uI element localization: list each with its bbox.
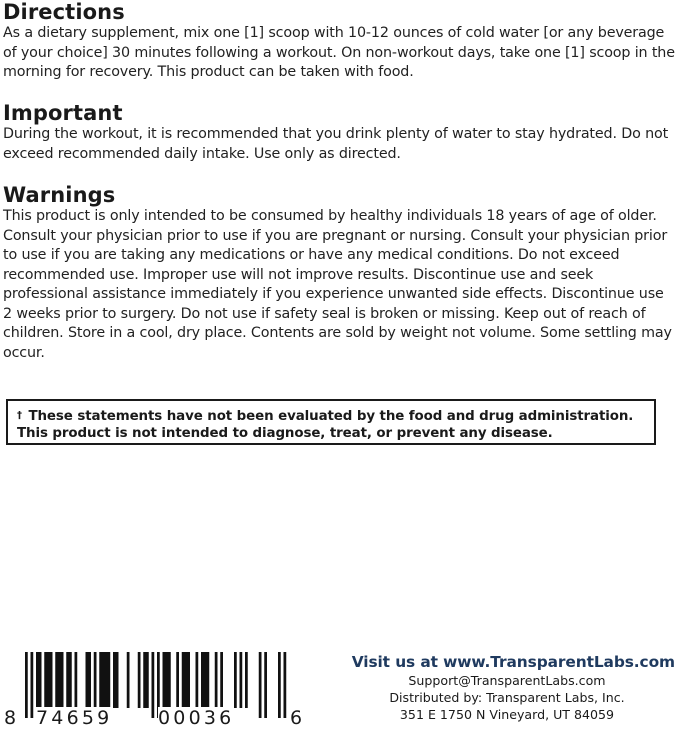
upc-barcode: [4, 652, 310, 730]
barcode-bar: [163, 652, 171, 708]
barcode-bar: [196, 652, 199, 708]
barcode-bar: [99, 652, 110, 708]
important-heading: Important: [3, 101, 123, 125]
barcode-bar: [94, 652, 97, 708]
barcode-bar: [245, 652, 248, 708]
barcode-bar: [86, 652, 92, 708]
website-link[interactable]: Visit us at www.TransparentLabs.com: [351, 653, 675, 671]
disclaimer-line-1: [17, 407, 654, 425]
warnings-section: [3, 184, 675, 363]
directions-section: [3, 1, 675, 83]
disclaimer-line-2: This product is not intended to diagnose, treat, or prevent any disease.: [17, 426, 553, 441]
barcode-bar: [55, 652, 63, 708]
barcode-bar: [31, 652, 34, 718]
warnings-text: This product is only intended to be consumed by healthy individuals 18 years of age of older. Consult your physician prior to use if you are pregnant or nursing. Consult your physician prior to use if you are taking any medications or have any medical conditions. Do not exceed recommended use. Improper use will not improve results. Discontinue use and seek professional assistance immediately if you experience unwanted side effects. Discontinue use 2 weeks prior to surgery. Do not use if safety seal is broken or missing. Keep out of reach of children. Store in a cool, dry place. Contents are sold by weight not volume. Some settling may occur.: [3, 208, 672, 361]
barcode-bar: [264, 652, 267, 718]
barcode-bar: [113, 652, 119, 708]
barcode-bar: [152, 652, 155, 718]
warnings-heading: Warnings: [3, 183, 116, 207]
barcode-lead-digit: 8: [4, 707, 17, 729]
barcode-bar: [240, 652, 243, 708]
barcode-bar: [138, 652, 141, 708]
important-text: During the workout, it is recommended that you drink plenty of water to stay hydrated. Do not exceed recommended daily intake. Use only as directed.: [3, 126, 669, 162]
barcode-bar: [25, 652, 28, 718]
barcode-right-digits: 00036: [158, 707, 235, 729]
barcode-bar: [182, 652, 190, 708]
directions-heading: Directions: [3, 0, 125, 24]
barcode-bar: [220, 652, 223, 708]
barcode-bar: [143, 652, 149, 708]
barcode-bar: [284, 652, 287, 718]
contact-block: [315, 652, 675, 723]
barcode-bar: [75, 652, 78, 708]
barcode-bar: [127, 652, 130, 708]
barcode-bar: [201, 652, 209, 708]
barcode-trail-digit: 6: [290, 707, 303, 729]
barcode-bar: [259, 652, 262, 718]
important-section: [3, 102, 675, 164]
barcode-bar: [176, 652, 179, 708]
barcode-bar: [66, 652, 72, 708]
disclaimer-line-1-text: These statements have not been evaluated by the food and drug administration.: [28, 409, 634, 424]
distributor-line: Distributed by: Transparent Labs, Inc.: [389, 690, 625, 705]
barcode-left-digits: 74659: [36, 707, 113, 729]
barcode-bar: [234, 652, 237, 708]
directions-text: As a dietary supplement, mix one [1] scoop with 10-12 ounces of cold water [or any beverage of your choice] 30 minutes following a workout. On non-workout days, take one [1] scoop in the morning for recovery. This product can be taken with food.: [3, 25, 675, 80]
barcode-bar: [215, 652, 218, 708]
barcode-bar: [278, 652, 281, 718]
address-line: 351 E 1750 N Vineyard, UT 84059: [399, 707, 615, 722]
dagger-symbol: †: [17, 410, 22, 421]
fda-disclaimer-box: [6, 399, 656, 445]
support-email[interactable]: Support@TransparentLabs.com: [408, 673, 606, 688]
